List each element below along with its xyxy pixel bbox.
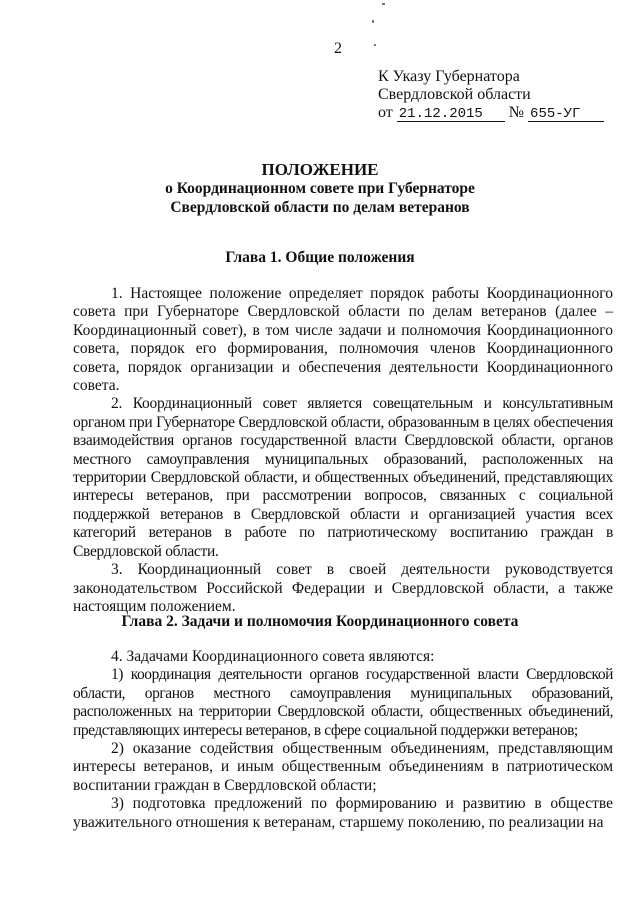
chapter-1-heading: Глава 1. Общие положения (225, 249, 415, 266)
paragraph-2: 2. Координационный совет является совещательным и консультативным органом при Губернаторе Свердловской области, образованным в целях обеспечения взаимодействия органов государственной власти Свердловской области, органов местного самоуправления муниципальных образований, расположенных на территории Свердловской области, и общественных объединений, представляющих интересы ветеранов, при рассмотрении вопросов, связанных с социальной поддержкой ветеранов в Свердловской области и организацией участия всех категорий ветеранов в работе по патриотическому воспитанию граждан в Свердловской области. (73, 395, 613, 560)
title-line-1: ПОЛОЖЕНИЕ (261, 160, 379, 179)
decree-date: 21.12.2015 (397, 107, 505, 122)
paragraph-4: 4. Задачами Координационного совета являются: (111, 648, 435, 665)
page-number: 2 (334, 40, 342, 57)
chapter-1-body (73, 285, 613, 616)
paragraph-3: 3. Координационный совет в своей деятельности руководствуется законодательством Российской Федерации и Свердловской области, а также настоящим положением. (73, 561, 613, 615)
reference-line-3 (378, 104, 604, 122)
paragraph-1: 1. Настоящее положение определяет порядок работы Координационного совета при Губернаторе Свердловской области по делам ветеранов (далее – Координационный совет), в том числе задачи и полномочия Координационного совета, порядок его формирования, полномочия членов Координационного совета, порядок организации и обеспечения деятельности Координационного совета. (73, 285, 613, 395)
list-item-3: 3) подготовка предложений по формированию и развитию в обществе уважительного отношения к ветеранам, старшему поколению, по реализации на (73, 795, 613, 831)
scan-mark (382, 3, 385, 5)
reference-line-2: Свердловской области (378, 86, 531, 103)
reference-line-1: К Указу Губернатора (378, 68, 520, 85)
list-item-1: 1) координация деятельности органов государственной власти Свердловской области, органов местного самоуправления муниципальных образований, расположенных на территории Свердловской области, общественных объединений, представляющих интересы ветеранов, в сфере социальной поддержки ветеранов; (73, 666, 613, 739)
list-item-2: 2) оказание содействия общественным объединениям, представляющим интересы ветеранов, и иным общественным объединениям в патриотическом воспитании граждан в Свердловской области; (73, 740, 613, 794)
chapter-2-body (73, 648, 613, 832)
scan-mark (372, 20, 374, 23)
decree-reference (378, 68, 604, 122)
scan-mark (374, 44, 376, 46)
reference-from-label: от (378, 104, 393, 121)
chapter-2-heading: Глава 2. Задачи и полномочия Координационного совета (121, 613, 519, 630)
title-line-2: о Координационном совете при Губернаторе (165, 180, 475, 197)
reference-number-label: № (508, 104, 525, 121)
document-title (0, 160, 640, 217)
title-line-3: Свердловской области по делам ветеранов (170, 199, 470, 216)
decree-number: 655-УГ (528, 107, 604, 122)
